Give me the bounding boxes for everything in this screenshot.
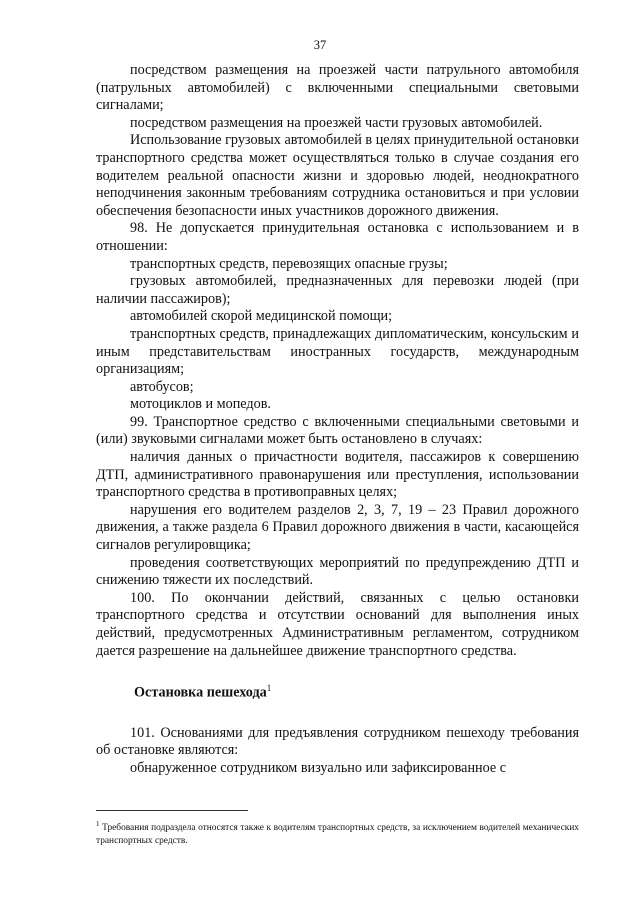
paragraph: автобусов; [130, 378, 194, 395]
paragraph: Использование грузовых автомобилей в целях принудительной остановки транспортного средства может осуществляться только в случае создания его водителем реальной опасности жизни и здоровью людей, неоднократного неподчинения законным требованиям сотрудника остановиться и при условии обеспечения безопасности иных участников дорожного движения. [96, 132, 579, 219]
paragraph: мотоциклов и мопедов. [130, 396, 271, 413]
paragraph: транспортных средств, перевозящих опасные грузы; [130, 255, 448, 272]
paragraph: наличия данных о причастности водителя, пассажиров к совершению ДТП, административного правонарушения или преступления, использовании транспортного средства в противоправных целях; [96, 449, 579, 501]
footnote-mark: 1 [96, 820, 100, 828]
footnote-text: Требования подраздела относятся также к водителям транспортных средств, за исключением водителей механических транспортных средств. [96, 823, 579, 846]
paragraph: грузовых автомобилей, предназначенных для перевозки людей (при наличии пассажиров); [96, 273, 579, 307]
paragraph: 98. Не допускается принудительная остановка с использованием и в отношении: [96, 220, 579, 254]
paragraph: проведения соответствующих мероприятий по предупреждению ДТП и снижению тяжести их последствий. [96, 554, 579, 589]
section-heading-text: Остановка пешехода [134, 684, 267, 701]
section-heading-footnote-mark: 1 [266, 683, 272, 694]
section-heading [96, 680, 579, 702]
footnote [96, 818, 579, 847]
body-text [96, 62, 579, 777]
paragraph: нарушения его водителем разделов 2, 3, 7, 19 – 23 Правил дорожного движения, а также раздела 6 Правил дорожного движения в части, касающейся сигналов регулировщика; [96, 501, 579, 554]
paragraph: посредством размещения на проезжей части патрульного автомобиля (патрульных автомобилей) с включенными специальными световыми сигналами; [96, 62, 579, 114]
paragraph: обнаруженное сотрудником визуально или зафиксированное с [130, 759, 507, 776]
paragraph: автомобилей скорой медицинской помощи; [130, 308, 393, 325]
paragraph: транспортных средств, принадлежащих дипломатическим, консульским и иным представительствам иностранных государств, международным организациям; [96, 325, 579, 378]
page-number: 37 [313, 38, 327, 52]
paragraph: 101. Основаниями для предъявления сотрудником пешеходу требования об остановке являются: [96, 724, 579, 759]
paragraph: 99. Транспортное средство с включенными специальными световыми и (или) звуковыми сигналами может быть остановлено в случаях: [96, 413, 579, 448]
footnote-divider [96, 810, 248, 811]
paragraph: 100. По окончании действий, связанных с целью остановки транспортного средства и отсутствии оснований для выполнения иных действий, предусмотренных Административным регламентом, сотрудником дается разрешение на дальнейшее движение транспортного средства. [96, 589, 579, 659]
paragraph: посредством размещения на проезжей части грузовых автомобилей. [130, 114, 543, 131]
